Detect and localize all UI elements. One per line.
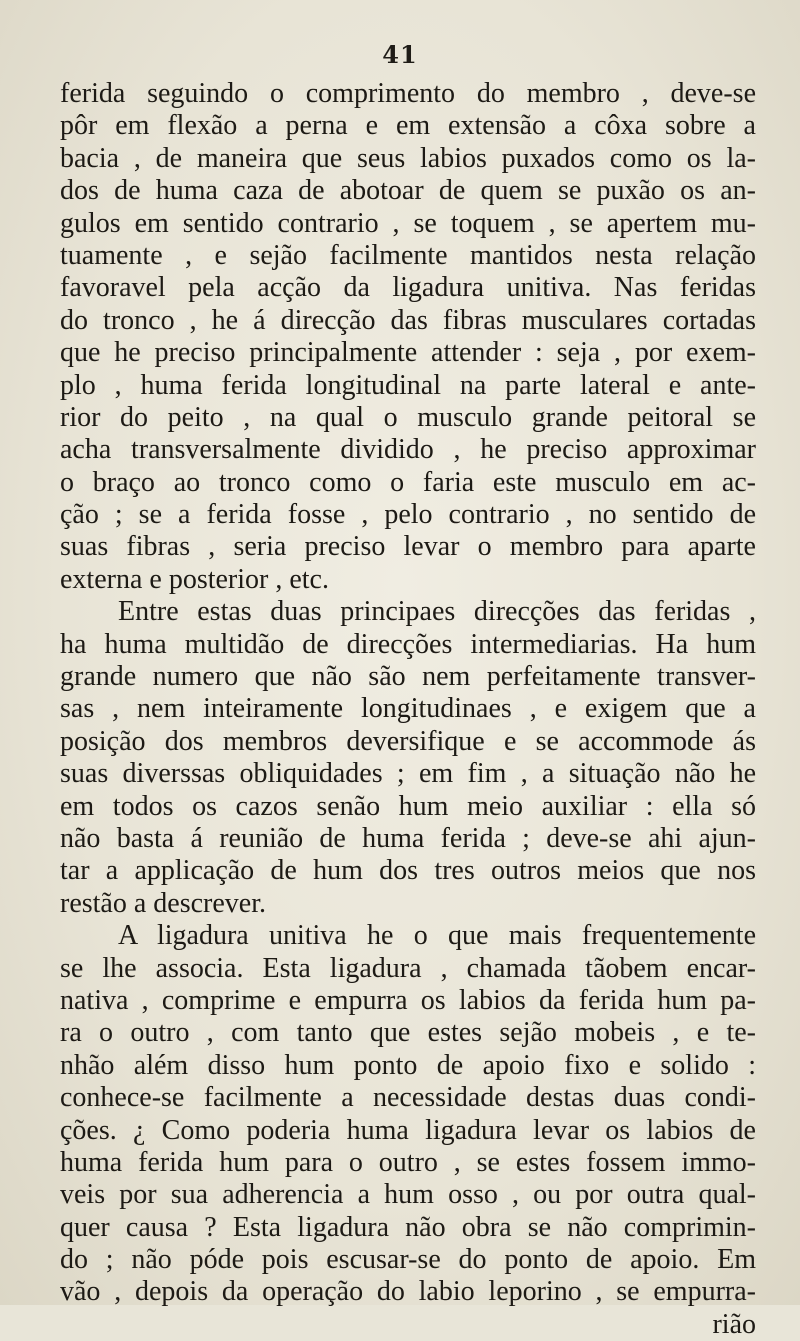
- text-line: sas , nem inteiramente longitudinaes , e exigem que a: [60, 693, 756, 725]
- text-line: huma ferida hum para o outro , se estes fossem immo-: [60, 1146, 756, 1178]
- text-line: A ligadura unitiva he o que mais frequentemente: [118, 920, 756, 952]
- text-line: ha huma multidão de direcções intermediarias. Ha hum: [60, 628, 756, 660]
- text-line: o braço ao tronco como o faria este musculo em ac-: [60, 466, 756, 498]
- text-line: nativa , comprime e empurra os labios da ferida hum pa-: [60, 984, 756, 1016]
- text-line: rior do peito , na qual o musculo grande peitoral se: [60, 401, 756, 433]
- text-line: nhão além disso hum ponto de apoio fixo e solido :: [60, 1049, 756, 1081]
- text-line: ção ; se a ferida fosse , pelo contrario , no sentido de: [60, 499, 756, 531]
- text-line: do tronco , he á direcção das fibras musculares cortadas: [60, 304, 756, 336]
- text-line: vão , depois da operação do labio leporino , se empurra-: [60, 1276, 756, 1308]
- text-line: conhece-se facilmente a necessidade destas duas condi-: [60, 1082, 756, 1114]
- text-line: grande numero que não são nem perfeitamente transver-: [60, 661, 756, 693]
- text-line: em todos os cazos senão hum meio auxiliar : ella só: [60, 790, 756, 822]
- text-line: se lhe associa. Esta ligadura , chamada tãobem encar-: [60, 952, 756, 984]
- text-line: ções. ¿ Como poderia huma ligadura levar os labios de: [60, 1114, 756, 1146]
- text-line: quer causa ? Esta ligadura não obra se não comprimin-: [60, 1211, 756, 1243]
- text-line: Entre estas duas principaes direcções das feridas ,: [118, 596, 756, 628]
- text-line: tuamente , e sejão facilmente mantidos nesta relação: [60, 239, 756, 271]
- text-line: dos de huma caza de abotoar de quem se puxão os an-: [60, 175, 756, 207]
- text-line: que he preciso principalmente attender : seja , por exem-: [60, 337, 756, 369]
- text-line: não basta á reunião de huma ferida ; deve-se ahi ajun-: [60, 822, 756, 854]
- text-line: gulos em sentido contrario , se toquem , se apertem mu-: [60, 207, 756, 239]
- text-line: tar a applicação de hum dos tres outros meios que nos: [60, 855, 756, 887]
- text-line: acha transversalmente dividido , he preciso approximar: [60, 434, 756, 466]
- text-line: favoravel pela acção da ligadura unitiva. Nas feridas: [60, 272, 756, 304]
- text-line: ferida seguindo o comprimento do membro , deve-se: [60, 78, 756, 109]
- text-line: do ; não póde pois escusar-se do ponto de apoio. Em: [60, 1244, 756, 1276]
- catchword: rião: [712, 1308, 756, 1340]
- text-line: posição dos membros deversifique e se accommode ás: [60, 725, 756, 757]
- text-line: suas diverssas obliquidades ; em fim , a situação não he: [60, 758, 756, 790]
- text-line: suas fibras , seria preciso levar o membro para aparte: [60, 531, 756, 563]
- text-line: restão a descrever.: [60, 887, 266, 919]
- text-line: pôr em flexão a perna e em extensão a côxa sobre a: [60, 110, 756, 142]
- page-number: 41: [382, 40, 418, 69]
- text-line: plo , huma ferida longitudinal na parte lateral e ante-: [60, 369, 756, 401]
- text-line: veis por sua adherencia a hum osso , ou por outra qual-: [60, 1179, 756, 1211]
- text-line: bacia , de maneira que seus labios puxados como os la-: [60, 142, 756, 174]
- text-line: externa e posterior , etc.: [60, 563, 329, 595]
- body-text: [60, 78, 756, 1341]
- text-line: ra o outro , com tanto que estes sejão mobeis , e te-: [60, 1017, 756, 1049]
